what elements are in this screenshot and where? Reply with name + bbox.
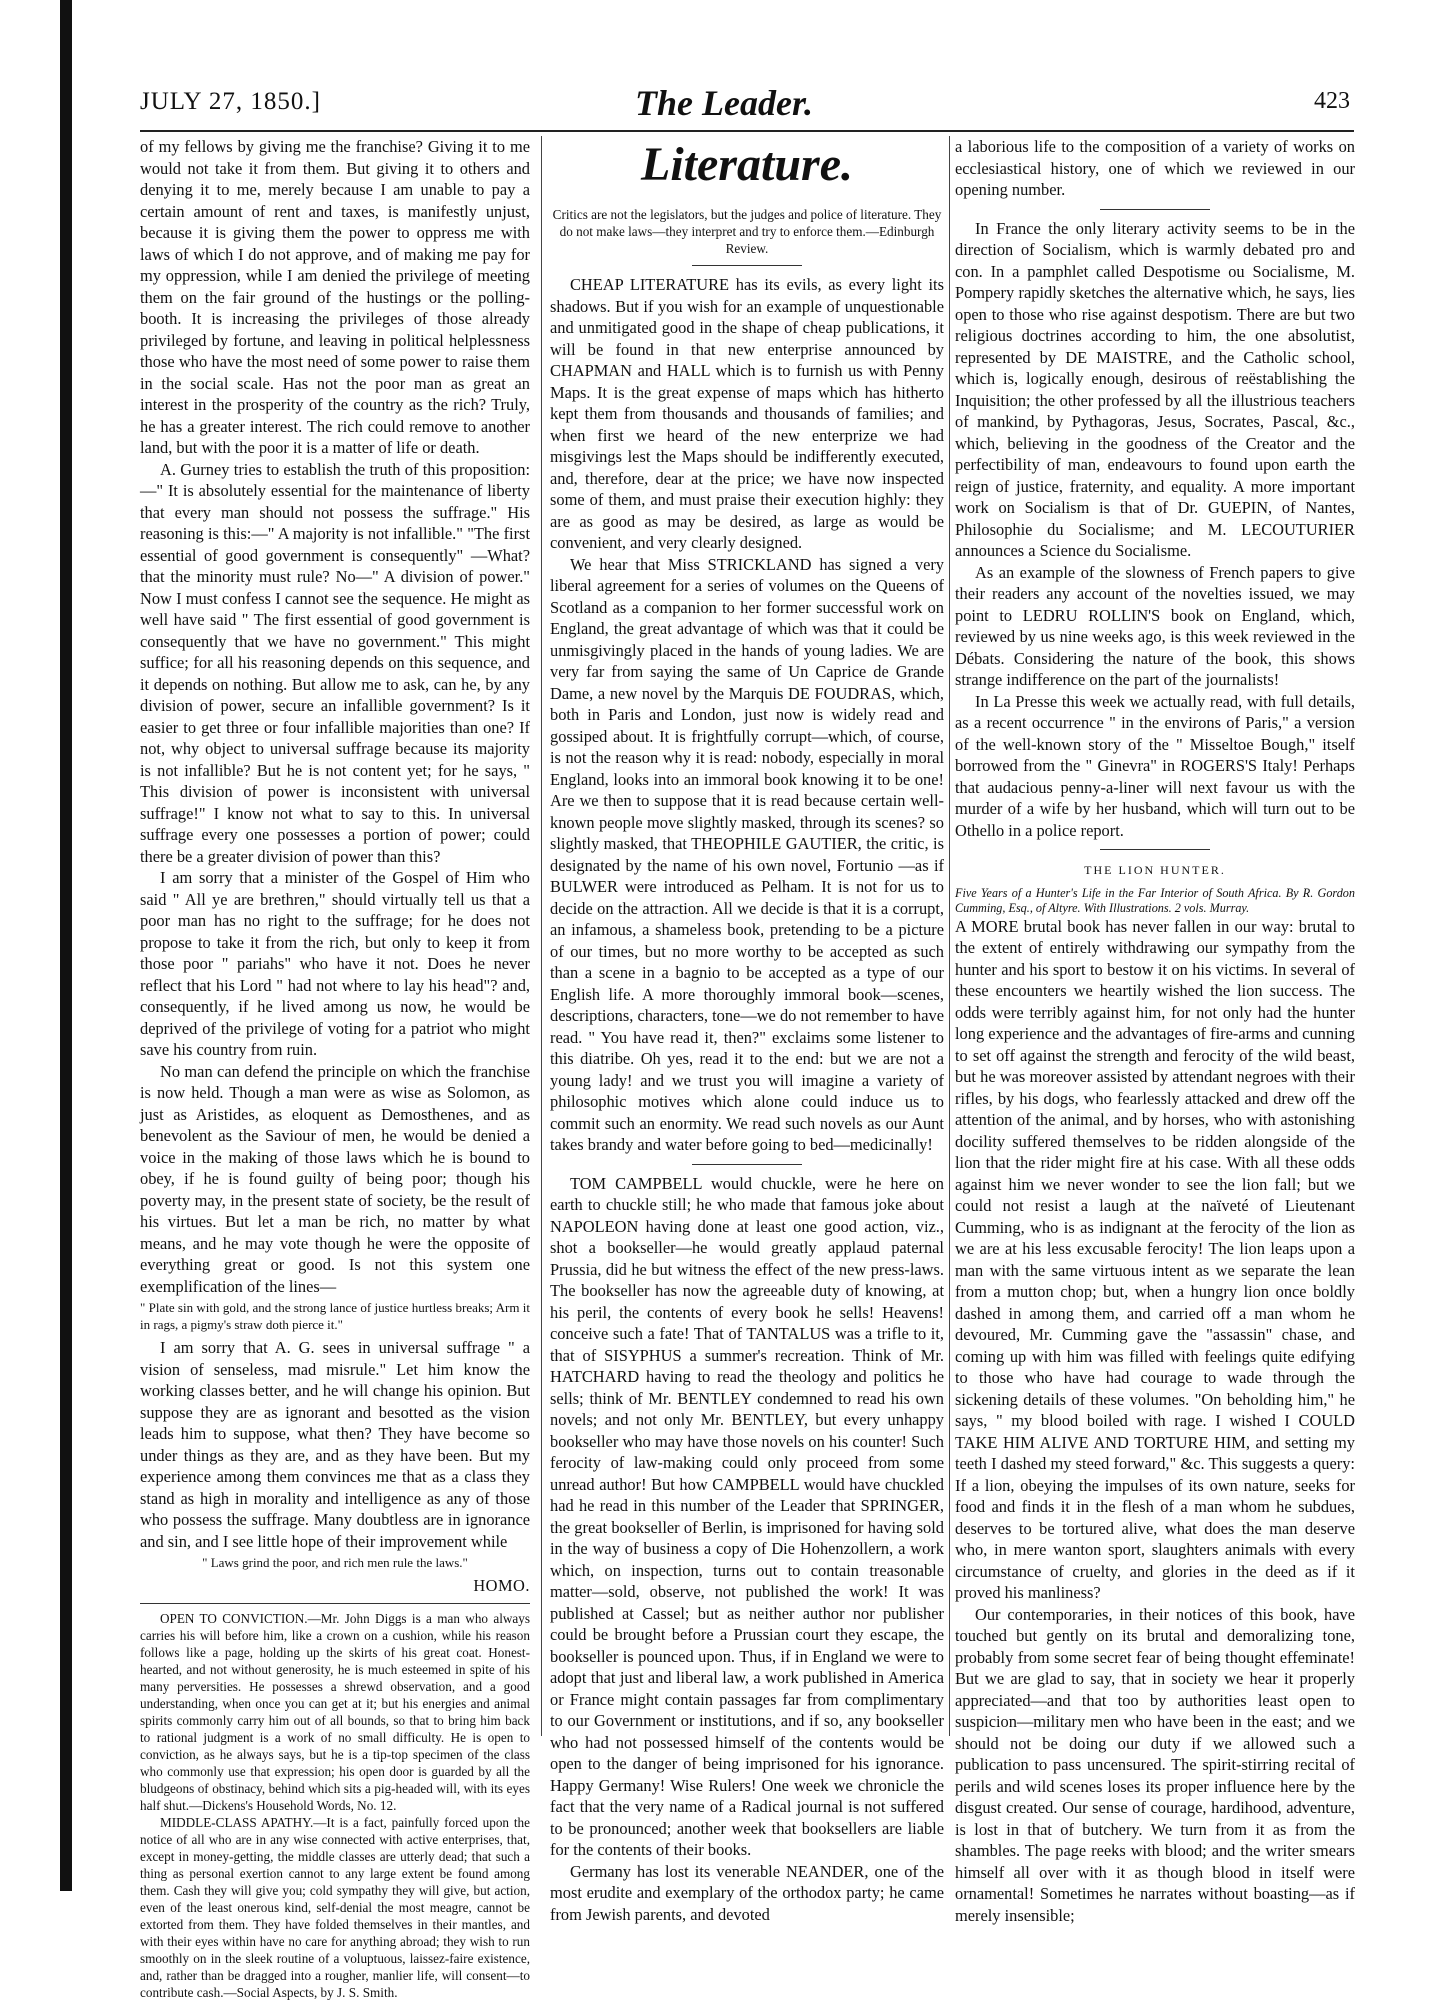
column-middle <box>550 136 944 1924</box>
column-divider <box>541 136 542 1736</box>
paragraph: In La Presse this week we actually read, with full details, as a recent occurrence " in the environs of Paris," a version of the well-known story of the " Misseltoe Bough," itself borrowed from the " Ginevra" in ROGERS'S Italy! Perhaps that audacious penny-a-liner will next favour us with the murder of a wife by her husband, which will turn out to be Othello in a police report. <box>955 691 1355 840</box>
column-left <box>140 136 530 2000</box>
paragraph: I am sorry that a minister of the Gospel of Him who said " All ye are brethren," should virtually tell us that a poor man has no right to the suffrage; for he does not propose to take it from the rich, but only to keep it from those poor " pariahs" who have it not. Does he never reflect that his Lord " had not where to lay his head"? and, consequently, if he lived among us now, he would be deprived of the privilege of voting for a patriot who might save his country from ruin. <box>140 868 530 1059</box>
paragraph: As an example of the slowness of French papers to give their readers any account of the novelties issued, we may point to LEDRU ROLLIN'S book on England, which, reviewed by us nine weeks ago, is this week reviewed in the Débats. Considering the nature of the book, this shows strange indifference on the part of the journalists! <box>955 562 1355 689</box>
column-right <box>955 136 1355 1925</box>
section-divider <box>140 1603 530 1604</box>
paragraph: I am sorry that A. G. sees in universal suffrage " a vision of senseless, mad misrule." Let him know the working classes better, and he will change his opinion. But suppose they are as ignorant and besotted as the vision leads him to suppose, what then? They have become so under things as they are, and as they have been. But my experience among them convinces me that as a class they stand as high in morality and intelligence as any of those who possess the suffrage. Many doubtless are in ignorance and sin, and I see little hope of their improvement while <box>140 1338 530 1551</box>
section-divider <box>692 265 802 266</box>
header-rule <box>140 130 1354 132</box>
issue-date: JULY 27, 1850.] <box>140 88 322 115</box>
paragraph: In France the only literary activity seems to be in the direction of Socialism, which is warmly debated pro and con. In a pamphlet called Despotisme ou Socialisme, M. Pompery rapidly sketches the alternative which, he says, lies open to those who rise against despotism. There are but two religious doctrines according to him, the one absolutist, represented by DE MAISTRE, and the Catholic school, which is, logically enough, desirous of reëstablishing the Inquisition; the other professed by all the illustrious teachers of mankind, by Pythagoras, Jesus, Socrates, Pascal, &c., which, believing in the goodness of the Creator and the perfectibility of man, endeavours to found upon earth the reign of justice, fraternity, and equality. A more important work on Socialism is that of Dr. GUEPIN, of Nantes, Philosophie du Socialisme; and M. LECOUTURIER announces a Science du Socialisme. <box>955 218 1355 560</box>
section-divider <box>1100 209 1210 210</box>
review-heading: THE LION HUNTER. <box>1084 863 1226 877</box>
masthead-title: The Leader. <box>635 83 813 123</box>
extract-paragraph: OPEN TO CONVICTION.—Mr. John Diggs is a man who always carries his will before him, like a crown on a cushion, while his reason follows like a page, holding up the skirts of his great coat. Honest-hearted, and not without generosity, he is much esteemed in spite of his many perversities. He possesses a shrewd observation, and a good understanding, when once you can get at it; but his energies and animal spirits commonly carry him out of all bounds, so that to bring him back to rational judgment is a work of no small difficulty. He is open to conviction, as he always says, but he is a tip-top specimen of the class who commonly use that expression; his open door is guarded by all the bludgeons of obstinacy, behind which sits a pig-headed will, with its eyes half shut.—Dickens's Household Words, No. 12. <box>140 1610 530 1813</box>
paragraph: A MORE brutal book has never fallen in our way: brutal to the extent of entirely withdrawing our sympathy from the hunter and his sport to bestow it on his victims. In several of these encounters we heartily wished the lion success. The odds were terribly against him, for not only had the hunter long experience and the advantages of fire-arms and cunning to set off against the strength and ferocity of the wild beast, but he was moreover assisted by attendant negroes with their rifles, by his dogs, who fearlessly attacked and drew off the attention of the animal, and by horses, who with astonishing docility suffered themselves to be ridden alongside of the lion that the rider might fire at his case. With all these odds against him we never wonder to see the lion fall; but we could not resist a laugh at the naïveté of Lieutenant Cumming, who is as indignant at the ferocity of the lion as we are at his less excusable ferocity! The lion leaps upon a man with the same virtuous intent as we separate the lean from a mutton chop; but, when a hungry lion once boldly dashed in among them, and carried off a man whom he devoured, Mr. Cumming gave the "assassin" chase, and coming up with him was filled with feelings quite edifying to those who have had courage to wade through the sickening details of these volumes. "On beholding him," he says, " my blood boiled with rage. I wished I COULD TAKE HIM ALIVE AND TORTURE HIM, and setting my teeth I dashed my steed forward," &c. This suggests a query: If a lion, obeying the impulses of its own nature, seeks for food and finds it in the flesh of a man whom he subdues, deserves to be tortured alive, what does the man deserve who, in mere wanton sport, slaughters animals with every circumstance of cruelty, and glories in the deed as if it proved his manliness? <box>955 916 1355 1602</box>
paragraph: We hear that Miss STRICKLAND has signed a very liberal agreement for a series of volumes on the Queens of Scotland as a companion to her former successful work on England, the great advantage of which was that it could be unmisgivingly placed in the hands of young ladies. We are very far from saying the same of Un Caprice de Grande Dame, a new novel by the Marquis DE FOUDRAS, which, both in Paris and London, just now is widely read and gossiped about. It is frightfully corrupt—which, of course, is not the reason why it is read: nobody, especially in moral England, looks into an immoral book knowing it to be one! Are we then to suppose that it is read because certain well-known people move slightly masked, through its scenes? so slightly masked, that THEOPHILE GAUTIER, the critic, is designated by the name of his own novel, Fortunio —as if BULWER were introduced as Pelham. It is not for us to decide on the attraction. All we decide is that it is a corrupt, an infamous, a shameless book, pretending to be a picture of our times, but no more worthy to be accepted as such than a scene in a bagnio to be accepted as a type of our English life. A more thoroughly immoral book—scenes, descriptions, characters, tone—we do not remember to have read. " You have read it, then?" exclaims some listener to this diatribe. Oh yes, read it to the end: but we are not a young lady! and we trust you will imagine a variety of philosophic motives which alone could induce us to commit such an enormity. We read such novels as our Aunt takes brandy and water before going to bed—medicinally! <box>550 554 944 1154</box>
paragraph: No man can defend the principle on which the franchise is now held. Though a man were as wise as Solomon, as just as Aristides, as eloquent as Demosthenes, and as benevolent as the Saviour of men, he would be denied a voice in the making of those laws which he is bound to obey, if he is found guilty of being poor; though his poverty may, in the present state of society, be the result of his virtues. But let a man be rich, no matter by what means, and he may vote though he were the opposite of everything great or good. Is not this system one exemplification of the lines— <box>140 1061 530 1296</box>
column-divider <box>949 136 950 1736</box>
paragraph: a laborious life to the composition of a variety of works on ecclesiastical history, one of which we reviewed in our opening number. <box>955 137 1355 199</box>
page-number: 423 <box>1314 88 1350 114</box>
section-heading-literature: Literature. <box>641 138 853 191</box>
letter-signature: HOMO. <box>473 1576 530 1595</box>
verse-quote: " Laws grind the poor, and rich men rule the laws." <box>202 1555 468 1570</box>
page-binding-edge <box>60 0 72 1891</box>
paragraph: TOM CAMPBELL would chuckle, were he here on earth to chuckle still; he who made that famous joke about NAPOLEON having done at least one good action, viz., shot a bookseller—he would greatly applaud paternal Prussia, did he but witness the effect of the new press-laws. The bookseller has now the agreeable duty of knowing, at his peril, the contents of every book he sells! Heavens! conceive such a fate! That of TANTALUS was a trifle to it, that of SISYPHUS a summer's recreation. Think of Mr. HATCHARD having to read the theology and politics he sells; think of Mr. BENTLEY condemned to read his own novels; and not only Mr. BENTLEY, but every unhappy bookseller who may have those novels on his counter! Such ferocity of law-making could only proceed from some unread author! But how CAMPBELL would have chuckled had he read in this number of the Leader that SPRINGER, the great bookseller of Berlin, is imprisoned for having sold in the way of business a copy of Die Hohenzollern, a work which, on inspection, turns out to contain treasonable matter—sold, observe, not published the work! It was published at Cassel; but as neither author nor publisher could be brought before a Prussian court they escape, the bookseller is pounced upon. Thus, if in England we were to adopt that just and liberal law, a work published in America or France might contain passages far from complimentary to our Government or institutions, and if so, any bookseller who had not possessed himself of the contents would be open to the danger of being imprisoned for his ignorance. Happy Germany! Wise Rulers! One week we chronicle the fact that the very name of a Radical journal is not suffered to be pronounced; another week that booksellers are liable for the contents of their books. <box>550 1173 944 1859</box>
paragraph: Germany has lost its venerable NEANDER, one of the most erudite and exemplary of the orthodox party; he came from Jewish parents, and devoted <box>550 1861 944 1924</box>
section-divider <box>1100 849 1210 850</box>
paragraph: of my fellows by giving me the franchise? Giving it to me would not take it from them. But giving it to others and denying it to me, merely because I am unable to pay a certain amount of rent and taxes, is manifestly unjust, because it is giving them the power to oppress me with laws of which I do not approve, and of making me pay for my oppression, while I am denied the privilege of meeting them on the fair ground of the hustings or the polling-booth. It is increasing the privileges of those already privileged by fortune, and leaving in political helplessness those who have the most need of some power to raise them in the social scale. Has not the poor man as great an interest in the prosperity of the country as the rich? Truly, he has a greater interest. The rich could remove to another land, but with the poor it is a matter of life or death. <box>140 137 530 457</box>
paragraph: CHEAP LITERATURE has its evils, as every light its shadows. But if you wish for an example of unquestionable and unmitigated good in the shape of cheap publications, it will be found in that new enterprise announced by CHAPMAN and HALL which is to furnish us with Penny Maps. It is the great expense of maps which has hitherto kept them from thousands and thousands of families; and when first we heard of the new enterprize we had misgivings lest the Maps should be indifferently executed, and, therefore, dear at the price; we have now inspected some of them, and must praise their execution highly: they are as good as may be desired, as large as would be convenient, and very clearly designed. <box>550 275 944 552</box>
extract-paragraph: MIDDLE-CLASS APATHY.—It is a fact, painfully forced upon the notice of all who are in any wise connected with active enterprises, that, except in money-getting, the middle classes are utterly dead; that such a thing as personal exertion cannot to any large extent be found among them. Cash they will give you; cold sympathy they will give, but action, even of the least onerous kind, self-denial the most meagre, cannot be extorted from them. They have folded themselves in their mantles, and with their eyes within have no care for anything abroad; they wish to run smoothly on in the sleek routine of a voluptuous, laissez-faire existence, and, rather than be dragged into a rougher, manlier life, will consent—to contribute cash.—Social Aspects, by J. S. Smith. <box>140 1814 530 2000</box>
paragraph: Our contemporaries, in their notices of this book, have touched but gently on its brutal and demoralizing tone, probably from some secret fear of being thought effeminate! But we are glad to say, that in society we hear it properly appreciated—and that too by authorities least open to suspicion—military men who have been in the east; and we should not be doing our duty if we allowed such a publication to pass uncensured. The spirit-stirring recital of perils and wild scenes loses its proper influence here by the disgust created. Our sense of courage, hardihood, adventure, is lost in that of butchery. We turn from it as from the shambles. The page reeks with blood; and the writer smears himself all over with it as though blood in itself were ornamental! Sometimes he narrates without boasting—as if merely insensible; <box>955 1604 1355 1925</box>
section-divider <box>692 1164 802 1165</box>
page-header <box>140 83 1350 128</box>
book-citation: Five Years of a Hunter's Life in the Far Interior of South Africa. By R. Gordon Cumming, Esq., of Altyre. With Illustrations. 2 vols. Murray. <box>955 885 1355 915</box>
verse-quote: " Plate sin with gold, and the strong lance of justice hurtless breaks; Arm it in rags, a pigmy's straw doth pierce it." <box>140 1300 530 1332</box>
epigraph: Critics are not the legislators, but the judges and police of literature. They do not make laws—they interpret and try to enforce them.—Edinburgh Review. <box>552 207 942 256</box>
paragraph: A. Gurney tries to establish the truth of this proposition:—" It is absolutely essential for the maintenance of liberty that every man should not possess the suffrage." His reasoning is this:—" A majority is not infallible." "The first essential of good government is consequently" —What? that the minority must rule? No—" A division of power." Now I must confess I cannot see the sequence. He might as well have said " The first essential of good government is consequently that we have no government." This might suffice; for all his reasoning depends on this sequence, and it depends on nothing. But allow me to ask, can he, by any division of power, secure an infallible government? Is it easier to get three or four infallible majorities than one? If not, why object to universal suffrage because its majority is not infallible? But he is not content yet; for he says, " This division of power is inconsistent with universal suffrage!" I know not what to say to this. In universal suffrage every one possesses a portion of power; could there be a greater division of power than this? <box>140 459 530 866</box>
